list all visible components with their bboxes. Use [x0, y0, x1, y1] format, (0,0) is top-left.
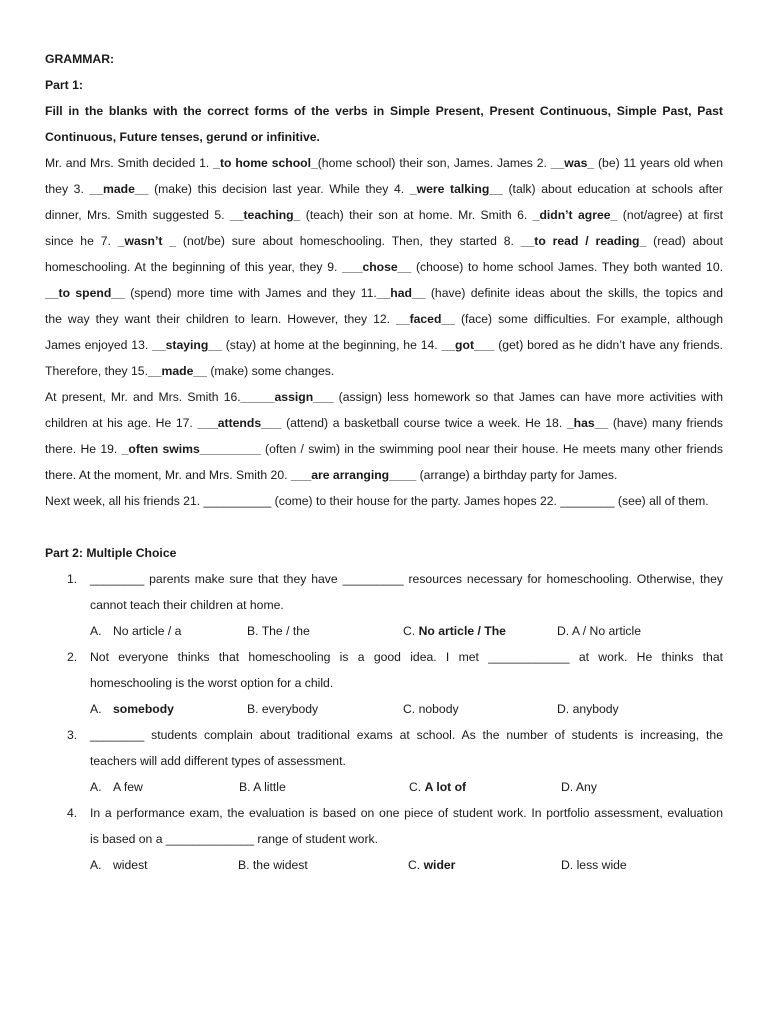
option-text: A / No article	[571, 624, 641, 638]
text-segment: children at his age. He 17.	[45, 416, 198, 430]
answer-options	[45, 852, 723, 878]
text-segment: there. At the moment, Mr. and Mrs. Smith 20.	[45, 468, 291, 482]
answer-options	[45, 618, 723, 644]
option-text: No article / a	[113, 624, 182, 638]
question-number: 4.	[67, 806, 78, 820]
option-letter: A.	[90, 702, 102, 716]
option-letter: C.	[403, 624, 416, 638]
answer-option	[239, 774, 286, 800]
option-text: Any	[575, 780, 597, 794]
answer-text: __made__	[89, 182, 149, 196]
text-segment: (not/be) sure about homeschooling. Then, they started 8.	[176, 234, 521, 248]
answer-option	[557, 618, 641, 644]
text-segment: (assign) less homework so that James can have more activities with	[333, 390, 723, 404]
answer-text: __had__	[376, 286, 426, 300]
option-letter: D.	[557, 624, 570, 638]
text-segment: Therefore, they 15.	[45, 364, 148, 378]
answer-options	[45, 696, 723, 722]
option-letter: A.	[90, 624, 102, 638]
option-letter: D.	[561, 858, 574, 872]
text-segment: (teach) their son at home. Mr. Smith 6.	[300, 208, 533, 222]
answer-text: __to read / reading_	[520, 234, 647, 248]
text-segment: Next week, all his friends 21. __________ (come) to their house for the party. James hopes 22. ________ (see) all of them.	[45, 494, 709, 508]
text-segment: (make) some changes.	[206, 364, 335, 378]
question-text-line	[45, 670, 723, 696]
question-number: 2.	[67, 650, 78, 664]
question-text-line	[45, 722, 723, 748]
part2-title: Part 2: Multiple Choice	[45, 546, 177, 560]
worksheet	[45, 46, 723, 878]
option-text: A few	[113, 780, 143, 794]
option-text: A little	[253, 780, 286, 794]
answer-option	[409, 774, 466, 800]
question-item	[45, 722, 723, 800]
answer-option	[557, 696, 619, 722]
text-segment: (have) definite ideas about the skills, the topics and	[425, 286, 723, 300]
answer-option	[403, 618, 506, 644]
text-segment: since he 7.	[45, 234, 118, 248]
paragraph-line	[45, 332, 723, 358]
text-segment: they 3.	[45, 182, 90, 196]
question-text-line	[45, 566, 723, 592]
answer-option	[90, 618, 181, 644]
answer-option	[90, 696, 174, 722]
part1-instruction-line: Continuous, Future tenses, gerund or infinitive.	[45, 130, 320, 144]
paragraph-line	[45, 462, 723, 488]
option-text: less wide	[576, 858, 627, 872]
paragraph-line	[45, 410, 723, 436]
text-segment: (home school) their son, James. James 2.	[317, 156, 551, 170]
answer-text: ___chose__	[342, 260, 412, 274]
text-segment: At present, Mr. and Mrs. Smith 16.	[45, 390, 241, 404]
text-segment: (talk) about education at schools after	[502, 182, 723, 196]
question-text: teachers will add different types of assessment.	[90, 754, 346, 768]
text-segment: (get) bored as he didn’t have any friends.	[494, 338, 723, 352]
answer-text: _were talking__	[409, 182, 503, 196]
text-segment: (often / swim) in the swimming pool near their house. He meets many other friends	[260, 442, 723, 456]
question-text-line	[45, 644, 723, 670]
part1-paragraph	[45, 150, 723, 514]
answer-text: _didn’t agree_	[532, 208, 618, 222]
option-letter: D.	[561, 780, 574, 794]
text-segment: (arrange) a birthday party for James.	[416, 468, 618, 482]
option-letter: A.	[90, 780, 102, 794]
option-text: everybody	[261, 702, 319, 716]
option-letter: A.	[90, 858, 102, 872]
answer-text: _to home school_	[213, 156, 318, 170]
text-segment: (face) some difficulties. For example, although	[454, 312, 723, 326]
question-number: 3.	[67, 728, 78, 742]
text-segment: (not/agree) at first	[617, 208, 723, 222]
spacer	[45, 514, 723, 540]
answer-text: ___attends___	[197, 416, 282, 430]
question-text: is based on a _____________ range of student work.	[90, 832, 378, 846]
answer-option	[238, 852, 308, 878]
paragraph-line	[45, 488, 723, 514]
answer-text: _wasn’t _	[117, 234, 177, 248]
answer-text: _____assign___	[240, 390, 334, 404]
option-letter: B.	[247, 702, 259, 716]
option-letter: C.	[408, 858, 421, 872]
part1-instruction-line: Fill in the blanks with the correct forms of the verbs in Simple Present, Present Continuous, Simple Past, Past	[45, 104, 723, 118]
question-text-line	[45, 592, 723, 618]
option-text: nobody	[418, 702, 459, 716]
option-text-selected: A lot of	[424, 780, 467, 794]
text-segment: the way they want their children to learn. However, they 12.	[45, 312, 397, 326]
question-item	[45, 566, 723, 644]
paragraph-line	[45, 436, 723, 462]
answer-option	[90, 774, 143, 800]
answer-option	[403, 696, 459, 722]
text-segment: (choose) to home school James. They both wanted 10.	[411, 260, 723, 274]
answer-text: __faced__	[396, 312, 455, 326]
answer-text: __staying__	[152, 338, 222, 352]
question-item	[45, 644, 723, 722]
text-segment: (be) 11 years old when	[594, 156, 723, 170]
text-segment: there. He 19.	[45, 442, 122, 456]
paragraph-line	[45, 280, 723, 306]
question-text-line	[45, 748, 723, 774]
question-text: ________ students complain about traditional exams at school. As the number of students is increasing, the	[90, 728, 723, 742]
answer-text: __was_	[550, 156, 595, 170]
option-letter: C.	[409, 780, 422, 794]
question-text: homeschooling is the worst option for a child.	[90, 676, 334, 690]
answer-options	[45, 774, 723, 800]
option-text: anybody	[572, 702, 619, 716]
text-segment: James enjoyed 13.	[45, 338, 153, 352]
paragraph-line	[45, 358, 723, 384]
question-number: 1.	[67, 572, 78, 586]
answer-option	[561, 852, 627, 878]
option-letter: D.	[557, 702, 570, 716]
paragraph-line	[45, 176, 723, 202]
option-letter: B.	[239, 780, 251, 794]
option-letter: B.	[247, 624, 259, 638]
question-text: cannot teach their children at home.	[90, 598, 284, 612]
answer-text: ___are arranging____	[290, 468, 417, 482]
option-text-selected: wider	[423, 858, 456, 872]
paragraph-line	[45, 306, 723, 332]
answer-text: __teaching_	[229, 208, 301, 222]
question-item	[45, 800, 723, 878]
option-text: the widest	[252, 858, 308, 872]
answer-text: __to spend__	[45, 286, 125, 300]
text-segment: (have) many friends	[608, 416, 723, 430]
text-segment: Mr. and Mrs. Smith decided 1.	[45, 156, 214, 170]
option-text-selected: No article / The	[418, 624, 506, 638]
answer-option	[408, 852, 455, 878]
option-text: The / the	[261, 624, 310, 638]
paragraph-line	[45, 384, 723, 410]
answer-text: _often swims_________	[121, 442, 261, 456]
text-segment: (read) about	[646, 234, 723, 248]
paragraph-line	[45, 150, 723, 176]
question-text: Not everyone thinks that homeschooling is a good idea. I met ____________ at work. He thinks that	[90, 650, 723, 664]
answer-option	[247, 618, 310, 644]
text-segment: (spend) more time with James and they 11.	[124, 286, 377, 300]
text-segment: homeschooling. At the beginning of this year, they 9.	[45, 260, 343, 274]
option-letter: C.	[403, 702, 416, 716]
part1-title: Part 1:	[45, 78, 83, 92]
text-segment: (stay) at home at the beginning, he 14.	[221, 338, 442, 352]
option-text: widest	[113, 858, 148, 872]
question-text: In a performance exam, the evaluation is based on one piece of student work. In portfolio assessment, evaluation	[90, 806, 723, 820]
option-text-selected: somebody	[113, 702, 174, 716]
text-segment: (attend) a basketball course twice a week. He 18.	[281, 416, 567, 430]
answer-text: _has__	[566, 416, 609, 430]
question-text-line	[45, 826, 723, 852]
question-text: ________ parents make sure that they have _________ resources necessary for homeschooling. Otherwise, they	[90, 572, 723, 586]
answer-option	[90, 852, 148, 878]
paragraph-line	[45, 202, 723, 228]
paragraph-line	[45, 228, 723, 254]
part2-questions	[45, 566, 723, 878]
option-letter: B.	[238, 858, 250, 872]
answer-text: __got___	[441, 338, 495, 352]
answer-option	[247, 696, 318, 722]
section-heading: GRAMMAR:	[45, 52, 115, 66]
text-segment: dinner, Mrs. Smith suggested 5.	[45, 208, 230, 222]
question-text-line	[45, 800, 723, 826]
text-segment: (make) this decision last year. While they 4.	[148, 182, 410, 196]
answer-text: __made__	[147, 364, 207, 378]
answer-option	[561, 774, 597, 800]
paragraph-line	[45, 254, 723, 280]
